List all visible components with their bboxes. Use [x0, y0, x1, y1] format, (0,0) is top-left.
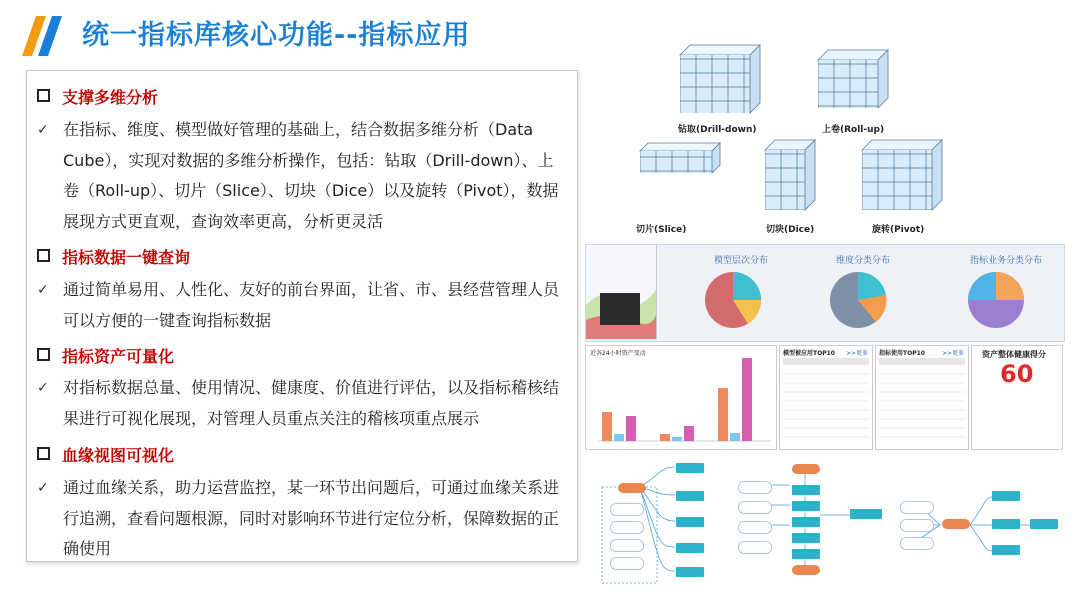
- lineage-node[interactable]: [942, 519, 970, 529]
- checkmark-icon: ✓: [37, 282, 49, 298]
- checkmark-icon: ✓: [37, 122, 49, 138]
- lineage-connections: [600, 455, 1060, 590]
- dice-caption: 切块(Dice): [766, 225, 815, 235]
- logo-stripes-icon: [22, 16, 68, 56]
- table-title: 指标使用TOP10: [879, 350, 925, 357]
- section-heading: 血缘视图可视化: [37, 443, 174, 466]
- section-heading: 指标资产可量化: [37, 344, 174, 367]
- lineage-node[interactable]: [792, 533, 820, 543]
- asset-dashboard-pies: [585, 244, 1065, 342]
- lineage-node[interactable]: [610, 521, 644, 534]
- lineage-node[interactable]: [900, 519, 934, 532]
- section-heading: 指标数据一键查询: [37, 245, 190, 268]
- slice-caption: 切片(Slice): [636, 225, 687, 235]
- indicator-top10-table: [875, 345, 969, 450]
- lineage-node[interactable]: [792, 501, 820, 511]
- lineage-node[interactable]: [738, 541, 772, 554]
- lineage-node[interactable]: [792, 565, 820, 575]
- lineage-node[interactable]: [676, 543, 704, 553]
- page-title: 统一指标库核心功能--指标应用: [82, 20, 471, 51]
- drill-down-caption: 钻取(Drill-down): [678, 125, 757, 135]
- lineage-node[interactable]: [676, 463, 704, 473]
- lineage-node[interactable]: [738, 521, 772, 534]
- roll-up-caption: 上卷(Roll-up): [822, 125, 885, 135]
- lineage-flow-diagram: [600, 455, 1060, 590]
- pie-title: 维度分类分布: [836, 256, 891, 266]
- lineage-node[interactable]: [792, 549, 820, 559]
- checkbox-square-icon: [37, 447, 50, 460]
- checkbox-square-icon: [37, 348, 50, 361]
- asset-dashboard-details: [585, 345, 1063, 450]
- lineage-node[interactable]: [900, 501, 934, 514]
- section-body: ✓ 在指标、维度、模型做好管理的基础上，结合数据多维分析（Data Cube），实现对数据的多维分析操作，包括：钻取（Drill-down）、上卷（Roll-up）、切片（Slice）、切块（Dice）以及旋转（Pivot），数据展现方式更直观，查询效率更高，分析更灵活: [37, 115, 562, 237]
- lineage-node[interactable]: [992, 545, 1020, 555]
- checkbox-square-icon: [37, 249, 50, 262]
- pie-title: 指标业务分类分布: [970, 256, 1043, 266]
- checkbox-square-icon: [37, 89, 50, 102]
- lineage-node[interactable]: [610, 557, 644, 570]
- lineage-node[interactable]: [610, 503, 644, 516]
- section-body: ✓ 对指标数据总量、使用情况、健康度、价值进行评估，以及指标稽核结果进行可视化展现，对管理人员重点关注的稽核项重点展示: [37, 373, 562, 434]
- checkmark-icon: ✓: [37, 480, 49, 496]
- lineage-node[interactable]: [1030, 519, 1058, 529]
- olap-cube-diagrams: [590, 40, 990, 240]
- pie-title: 模型层次分布: [714, 256, 769, 266]
- lineage-node[interactable]: [738, 481, 772, 494]
- lineage-node[interactable]: [992, 491, 1020, 501]
- lineage-node[interactable]: [676, 517, 704, 527]
- change-bar-chart: [585, 345, 777, 450]
- lineage-node[interactable]: [618, 483, 646, 493]
- health-score-card: [971, 345, 1063, 450]
- checkmark-icon: ✓: [37, 380, 49, 396]
- lineage-node[interactable]: [992, 519, 1020, 529]
- lineage-node[interactable]: [792, 485, 820, 495]
- more-link[interactable]: >>更多: [942, 350, 965, 357]
- section-body: ✓ 通过血缘关系，助力运营监控，某一环节出问题后，可通过血缘关系进行追溯，查看问题根源，同时对影响环节进行定位分析，保障数据的正确使用: [37, 473, 562, 565]
- lineage-node[interactable]: [850, 509, 882, 519]
- more-link[interactable]: >>更多: [846, 350, 869, 357]
- pivot-caption: 旋转(Pivot): [872, 225, 925, 235]
- cube-illustrations: [590, 40, 990, 240]
- lineage-node[interactable]: [738, 501, 772, 514]
- lineage-node[interactable]: [610, 539, 644, 552]
- lineage-node[interactable]: [792, 517, 820, 527]
- asset-summary: [586, 245, 657, 339]
- section-body: ✓ 通过简单易用、人性化、友好的前台界面，让省、市、县经营管理人员可以方便的一键查询指标数据: [37, 275, 562, 336]
- table-title: 模型被应用TOP10: [783, 350, 835, 357]
- lineage-node[interactable]: [676, 491, 704, 501]
- bar-chart-title: 近各24小时资产变动: [590, 350, 646, 357]
- lineage-node[interactable]: [900, 537, 934, 550]
- content-panel: [26, 70, 578, 562]
- lineage-node[interactable]: [676, 567, 704, 577]
- lineage-node[interactable]: [792, 464, 820, 474]
- section-heading: 支撑多维分析: [37, 85, 158, 108]
- health-score: 60: [1000, 360, 1034, 388]
- model-top10-table: [779, 345, 873, 450]
- health-title: 资产整体健康得分: [982, 350, 1046, 359]
